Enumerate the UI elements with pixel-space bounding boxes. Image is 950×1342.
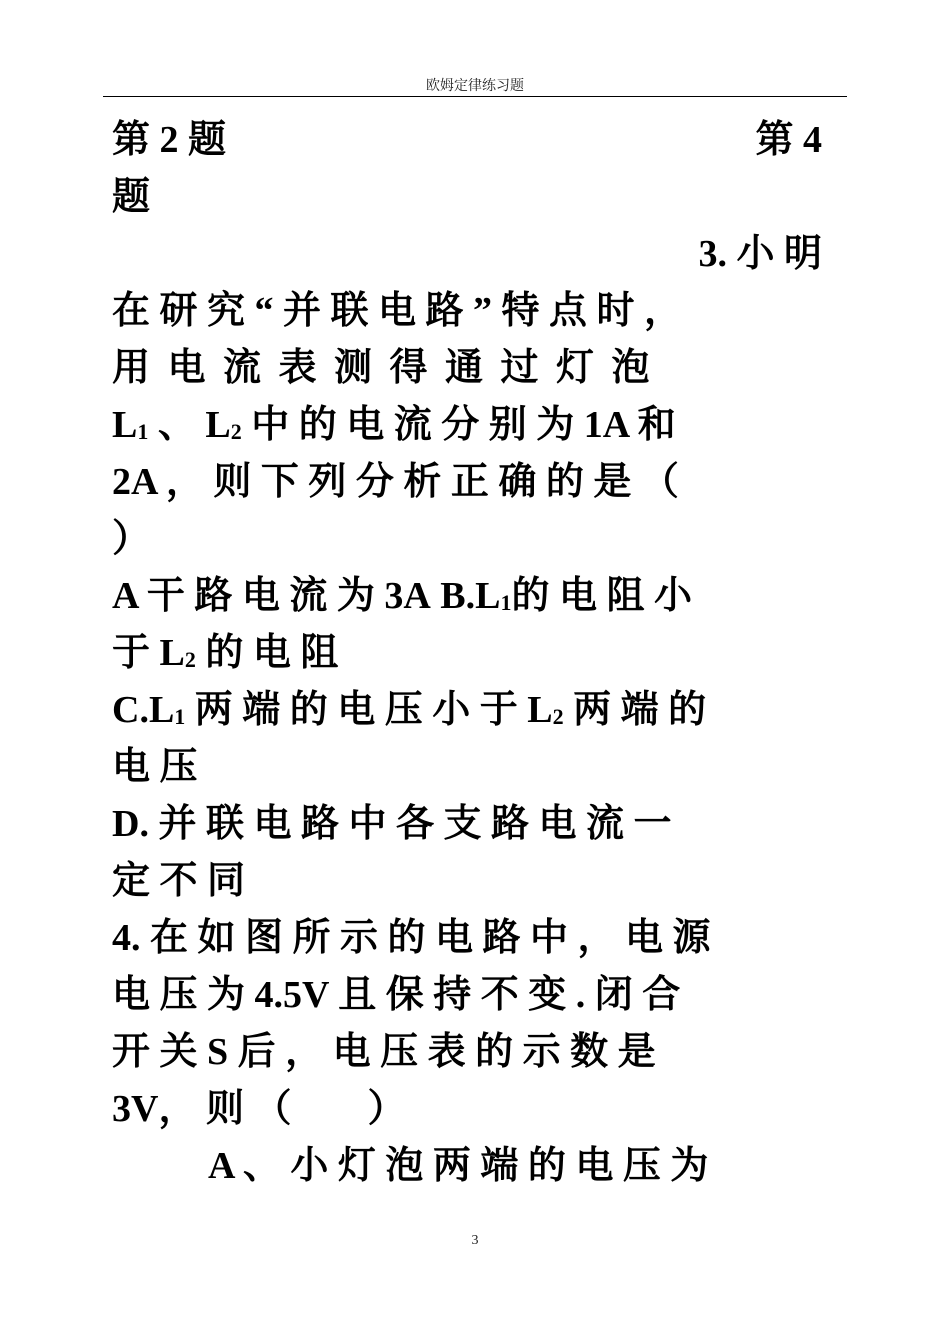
q3-stem-5: 2A ， 则 下 列 分 析 正 确 的 是 （	[112, 461, 679, 503]
q3-line-6	[112, 511, 822, 568]
q3-option-b-cont	[112, 625, 822, 682]
q4-stem-4: 3V， 则 （ ）	[112, 1088, 406, 1130]
page-number: 3	[471, 1233, 479, 1248]
q4-stem-1: 4. 在 如 图 所 示 的 电 路 中 ， 电 源	[112, 917, 711, 959]
q4-option-a	[112, 1138, 822, 1195]
document-body	[112, 112, 822, 1195]
q3-options-ab	[112, 568, 822, 625]
figure-4-caption-cont	[112, 169, 822, 226]
q4-option-a-line1: A 、 小 灯 泡 两 端 的 电 压 为	[208, 1145, 709, 1187]
q4-stem-3: 开 关 S 后 ， 电 压 表 的 示 数 是	[112, 1031, 656, 1073]
q4-line-4	[112, 1081, 822, 1138]
q3-option-c	[112, 682, 822, 739]
q3-line-4	[112, 397, 822, 454]
q4-line-2	[112, 967, 822, 1024]
q4-line-3	[112, 1024, 822, 1081]
q3-stem-6: ）	[112, 518, 151, 560]
q3-line-5	[112, 454, 822, 511]
q3-line-3	[112, 340, 822, 397]
figure-4-caption-tail: 题	[112, 176, 151, 218]
q3-line-2	[112, 283, 822, 340]
q4-stem-2: 电 压 为 4.5V 且 保 持 不 变 . 闭 合	[112, 974, 681, 1016]
q3-option-d-line1: D. 并 联 电 路 中 各 支 路 电 流 一	[112, 803, 672, 845]
figure-2-caption: 第 2 题	[112, 119, 227, 161]
q3-option-d-cont	[112, 853, 822, 910]
q3-stem-4: $L_1$ 、 $L_2$ 中 的 电 流 分 别 为 1A 和	[112, 404, 676, 446]
q3-option-d-line2: 定 不 同	[112, 860, 246, 902]
q3-stem-1: 小 明	[736, 233, 822, 275]
q3-option-b-line2: 于 $L_2$ 的 电 阻	[112, 632, 339, 674]
q3-option-c-cont	[112, 739, 822, 796]
figure-4-caption: 第 4	[755, 119, 822, 161]
q3-line-1	[112, 226, 822, 283]
page-header: 欧姆定律练习题	[426, 79, 524, 94]
q3-stem-3: 用 电 流 表 测 得 通 过 灯 泡	[112, 347, 650, 389]
q4-line-1	[112, 910, 822, 967]
q3-number: 3.	[698, 233, 727, 275]
q3-option-b: $B.L_1$的 电 阻 小	[440, 575, 693, 617]
q3-option-c-line1: $C.L_1$ 两 端 的 电 压 小 于 $L_2$ 两 端 的	[112, 689, 707, 731]
figure-captions-line	[112, 112, 822, 169]
q3-option-c-line2: 电 压	[112, 746, 198, 788]
q3-option-d	[112, 796, 822, 853]
header-divider	[103, 96, 847, 97]
q3-option-a: A 干 路 电 流 为 3A	[112, 575, 431, 617]
q3-stem-2: 在 研 究 “ 并 联 电 路 ” 特 点 时 ，	[112, 290, 683, 332]
